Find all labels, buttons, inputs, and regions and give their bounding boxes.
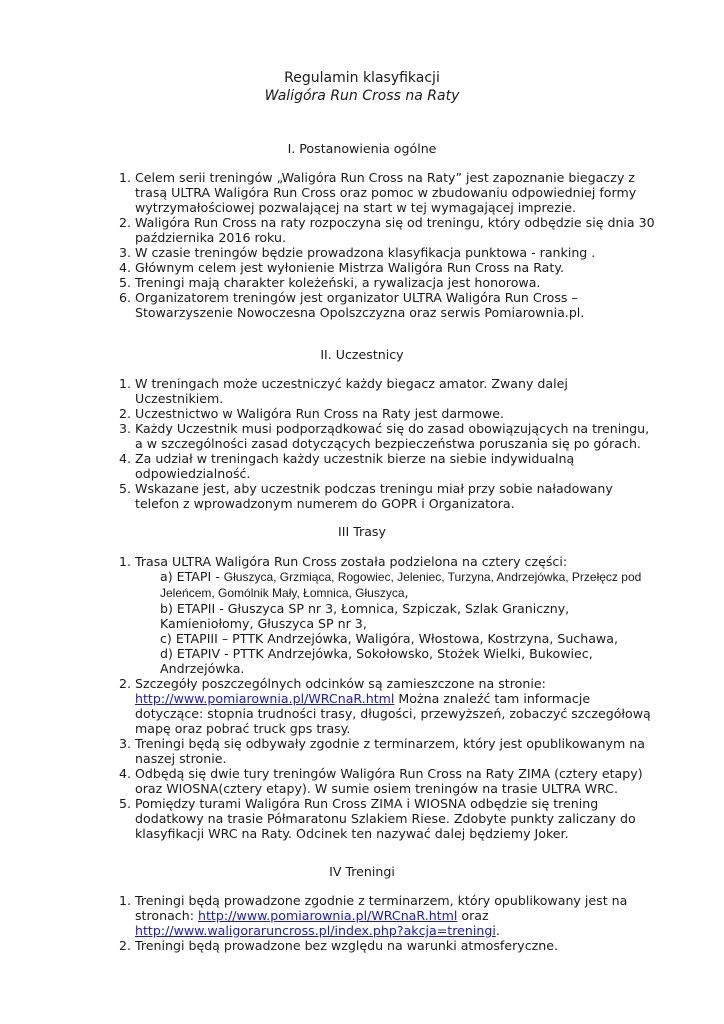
schedule-link-pomiarownia[interactable]: http://www.pomiarownia.pl/WRCnaR.html (197, 908, 458, 923)
list-item (118, 290, 660, 320)
list-item (118, 766, 660, 796)
stage-a (135, 569, 660, 601)
list-number: 4. (118, 260, 131, 275)
list-item-text: Głównym celem jest wyłonienie Mistrza Waligóra Run Cross na Raty. (135, 260, 564, 275)
list-item-text: Organizatorem treningów jest organizator ULTRA Waligóra Run Cross – Stowarzyszenie Nowoczesna Opolszczyzna oraz serwis Pomiarownia.pl. (135, 290, 585, 320)
list-item (118, 938, 660, 953)
list-item-text: Za udział w treningach każdy uczestnik bierze na siebie indywidualną odpowiedzialność. (135, 451, 575, 481)
stage-a-label: a) ETAPI - (160, 569, 224, 584)
schedule-link-waligora[interactable]: http://www.waligoraruncross.pl/index.php?akcja=treningi (135, 923, 496, 938)
stage-d: d) ETAPIV - PTTK Andrzejówka, Sokołowsko, Stożek Wielki, Bukowiec, Andrzejówka. (160, 646, 593, 676)
list-number: 5. (118, 481, 131, 496)
list-item-text: Pomiędzy turami Waligóra Run Cross ZIMA i WIOSNA odbędzie się trening dodatkowy na trasie Półmaratonu Szlakiem Riese. Zdobyte punkty zaliczany do klasyfikacji WRC na Raty. Odcinek ten nazywać dalej będziemy Joker. (135, 796, 636, 841)
list-item-text: oraz (457, 908, 489, 923)
list-number: 2. (118, 938, 131, 953)
list-item-text: Treningi będą prowadzone bez względu na warunki atmosferyczne. (135, 938, 558, 953)
list-number: 4. (118, 451, 131, 466)
stage-c: c) ETAPIII – PTTK Andrzejówka, Waligóra, Włostowa, Kostrzyna, Suchawa, (160, 631, 618, 646)
list-item (118, 170, 660, 215)
list-item-text: Treningi będą się odbywały zgodnie z terminarzem, który jest opublikowanym na naszej stronie. (135, 736, 645, 766)
list-number: 3. (118, 245, 131, 260)
list-item-text: Szczegóły poszczególnych odcinków są zamieszczone na stronie: (135, 676, 546, 691)
list-number: 1. (118, 376, 131, 391)
list-item-text: Wskazane jest, aby uczestnik podczas treningu miał przy sobie naładowany telefon z wprowadzonym numerem do GOPR i Organizatora. (135, 481, 613, 511)
list-number: 5. (118, 275, 131, 290)
list-number: 1. (118, 554, 131, 569)
list-item-text: Odbędą się dwie tury treningów Waligóra Run Cross na Raty ZIMA (cztery etapy) oraz WIOSNA(cztery etapy). W sumie osiem treningów na trasie ULTRA WRC. (135, 766, 643, 796)
section-3-list (118, 554, 660, 841)
list-item-text: Waligóra Run Cross na raty rozpoczyna się od treningu, który odbędzie się dnia 30 października 2016 roku. (135, 215, 655, 245)
list-item (118, 215, 660, 245)
section-2-list (118, 376, 660, 511)
list-item (118, 676, 660, 736)
list-item-text: Można znaleźć tam informacje dotyczące: stopnia trudności trasy, długości, przewyższeń, zobaczyć szczegółową mapę oraz pobrać truck gps trasy. (135, 691, 651, 736)
list-item (118, 796, 660, 841)
list-item (118, 260, 660, 275)
list-item-text: Trasa ULTRA Waligóra Run Cross została podzielona na cztery części: (135, 554, 568, 569)
list-item (118, 554, 660, 676)
list-item (118, 736, 660, 766)
list-item-text: Każdy Uczestnik musi podporządkować się do zasad obowiązujących na treningu, a w szczególności zasad dotyczących bezpieczeństwa poruszania się po górach. (135, 421, 650, 451)
list-item-text: Treningi będą prowadzone zgodnie z terminarzem, który opublikowany jest na stronach: (135, 893, 628, 923)
list-number: 4. (118, 766, 131, 781)
list-item-text: W treningach może uczestniczyć każdy biegacz amator. Zwany dalej Uczestnikiem. (135, 376, 568, 406)
list-number: 5. (118, 796, 131, 811)
list-number: 6. (118, 290, 131, 305)
list-item (118, 451, 660, 481)
section-heading-1: I. Postanowienia ogólne (287, 141, 437, 156)
list-item-text: W czasie treningów będzie prowadzona klasyfikacja punktowa - ranking . (135, 245, 596, 260)
list-number: 2. (118, 676, 131, 691)
route-details-link[interactable]: http://www.pomiarownia.pl/WRCnaR.html (135, 691, 395, 706)
section-1-list (118, 170, 660, 320)
section-heading-2: II. Uczestnicy (320, 347, 404, 362)
section-heading-4: IV Treningi (329, 864, 395, 879)
list-number: 3. (118, 736, 131, 751)
list-number: 3. (118, 421, 131, 436)
list-item-text: Treningi mają charakter koleżeński, a rywalizacja jest honorowa. (135, 275, 541, 290)
list-item (118, 275, 660, 290)
list-item (118, 893, 660, 938)
list-item (118, 481, 660, 511)
list-item-text: Celem serii treningów „Waligóra Run Cross na Raty” jest zapoznanie biegaczy z trasą ULTRA Waligóra Run Cross oraz pomoc w zbudowaniu odpowiedniej formy wytrzymałościowej pozwalającej na start w tej wymagającej imprezie. (135, 170, 637, 215)
section-4-list (118, 893, 660, 953)
list-item-text: . (495, 923, 500, 938)
list-item (118, 421, 660, 451)
stage-a-end: , (404, 585, 409, 600)
list-number: 1. (118, 893, 131, 908)
list-item-text: Uczestnictwo w Waligóra Run Cross na Raty jest darmowe. (135, 406, 505, 421)
list-item (118, 376, 660, 406)
document-subtitle: Waligóra Run Cross na Raty (264, 88, 460, 104)
list-number: 2. (118, 215, 131, 230)
list-number: 1. (118, 170, 131, 185)
document-title: Regulamin klasyfikacji (284, 70, 440, 86)
list-item (118, 406, 660, 421)
stage-b: b) ETAPII - Głuszyca SP nr 3, Łomnica, Szpiczak, Szlak Graniczny, Kamieniołomy, Głuszyca SP nr 3, (160, 601, 570, 631)
section-heading-3: III Trasy (338, 524, 386, 539)
stage-a-text: Głuszyca, Grzmiąca, Rogowiec, Jeleniec, Turzyna, Andrzejówka, Przełęcz pod Jeleńcem, Gomólnik Mały, Łomnica, Głuszyca (160, 570, 642, 600)
list-number: 2. (118, 406, 131, 421)
list-item (118, 245, 660, 260)
